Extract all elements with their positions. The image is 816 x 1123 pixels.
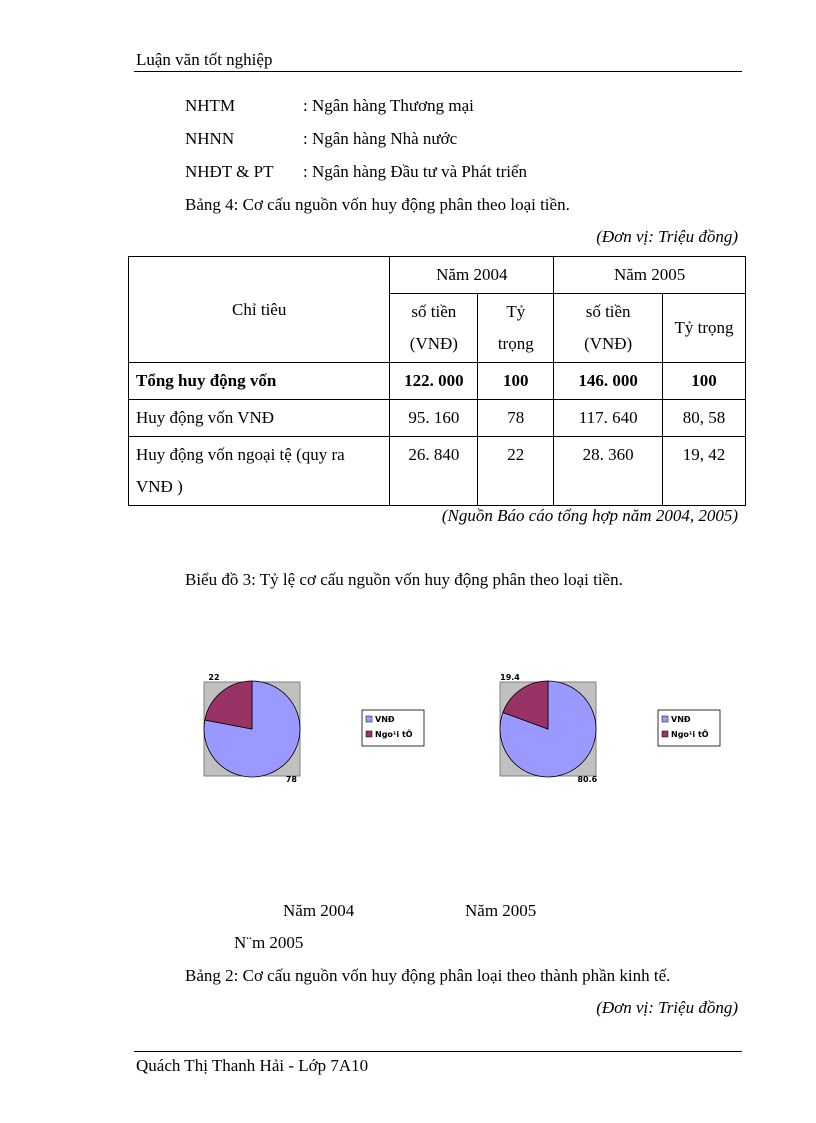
- row-label: Tổng huy động vốn: [129, 363, 390, 400]
- legend-swatch: [662, 731, 668, 737]
- cell-share-2004: 22: [478, 437, 554, 506]
- header-amount-label: số tiền: [585, 302, 631, 321]
- cell-amount-2005: 28. 360: [554, 437, 663, 506]
- header-share-2004: [478, 294, 554, 363]
- header-amount-label: số tiền: [411, 302, 457, 321]
- footer-author: Quách Thị Thanh Hải - Lớp 7A10: [136, 1056, 369, 1075]
- chart-title-2004: Năm 2004: [283, 901, 355, 920]
- legend-swatch: [366, 716, 372, 722]
- header-amount-unit: (VNĐ): [409, 334, 458, 353]
- pie-data-label: 19.4: [500, 673, 520, 682]
- abbreviation-row: [185, 162, 705, 186]
- abbreviation-row: [185, 96, 705, 120]
- cell-share-2005: 19, 42: [663, 437, 746, 506]
- pie-charts: [0, 660, 816, 800]
- header-amount-2005: [554, 294, 663, 363]
- header-indicator: Chỉ tiêu: [129, 257, 390, 363]
- pie-data-label: 80.6: [577, 775, 598, 784]
- header-amount-unit: (VNĐ): [584, 334, 633, 353]
- header-year-2004: Năm 2004: [390, 257, 554, 294]
- header-share-line1: Tỷ: [506, 302, 526, 321]
- table-row: [129, 437, 746, 506]
- pie-data-label: 22: [208, 673, 220, 682]
- cell-share-2005: 80, 58: [663, 400, 746, 437]
- row-label: Huy động vốn VNĐ: [129, 400, 390, 437]
- abbreviation-key: NHNN: [185, 129, 235, 148]
- table4-source: (Nguồn Báo cáo tổng hợp năm 2004, 2005): [441, 506, 738, 525]
- table-row: [129, 400, 746, 437]
- legend-entry: VNĐ: [671, 715, 691, 724]
- cell-share-2004: 100: [478, 363, 554, 400]
- footer-rule: [134, 1051, 742, 1052]
- cell-share-2005: 100: [663, 363, 746, 400]
- cell-amount-2005: 146. 000: [554, 363, 663, 400]
- abbreviation-row: [185, 129, 705, 153]
- chart-caption: Biểu đồ 3: Tỷ lệ cơ cấu nguồn vốn huy động phân theo loại tiền.: [185, 570, 623, 589]
- pie-data-label: 78: [285, 775, 297, 784]
- chart-title-2005: Năm 2005: [465, 901, 537, 920]
- abbreviation-value: : Ngân hàng Đầu tư và Phát triển: [303, 162, 528, 181]
- legend-entry: Ngo¹i tÖ: [671, 730, 709, 739]
- cell-amount-2004: 26. 840: [390, 437, 478, 506]
- legend-entry: Ngo¹i tÖ: [375, 730, 413, 739]
- chart-title-garbled: N¨m 2005: [234, 933, 304, 952]
- abbreviation-value: : Ngân hàng Nhà nước: [303, 129, 458, 148]
- header-rule: [134, 71, 742, 72]
- page-header-title: Luận văn tốt nghiệp: [136, 50, 273, 69]
- header-amount-2004: [390, 294, 478, 363]
- legend-swatch: [366, 731, 372, 737]
- cell-amount-2005: 117. 640: [554, 400, 663, 437]
- header-year-2005: Năm 2005: [554, 257, 746, 294]
- table4-unit: (Đơn vị: Triệu đồng): [596, 227, 738, 246]
- abbreviation-value: : Ngân hàng Thương mại: [303, 96, 474, 115]
- header-share-2005: Tỷ trọng: [663, 294, 746, 363]
- table2-unit: (Đơn vị: Triệu đồng): [596, 998, 738, 1017]
- header-share-line2: trọng: [497, 334, 534, 353]
- cell-share-2004: 78: [478, 400, 554, 437]
- legend-entry: VNĐ: [375, 715, 395, 724]
- legend-swatch: [662, 716, 668, 722]
- abbreviation-key: NHTM: [185, 96, 236, 115]
- abbreviation-key: NHĐT & PT: [185, 162, 274, 181]
- table4: [128, 256, 746, 506]
- table4-caption: Bảng 4: Cơ cấu nguồn vốn huy động phân theo loại tiền.: [185, 195, 570, 214]
- cell-amount-2004: 95. 160: [390, 400, 478, 437]
- table-row: [129, 363, 746, 400]
- table2-caption: Bảng 2: Cơ cấu nguồn vốn huy động phân loại theo thành phần kinh tế.: [185, 966, 671, 985]
- row-label: Huy động vốn ngoại tệ (quy ra VNĐ ): [129, 437, 390, 506]
- cell-amount-2004: 122. 000: [390, 363, 478, 400]
